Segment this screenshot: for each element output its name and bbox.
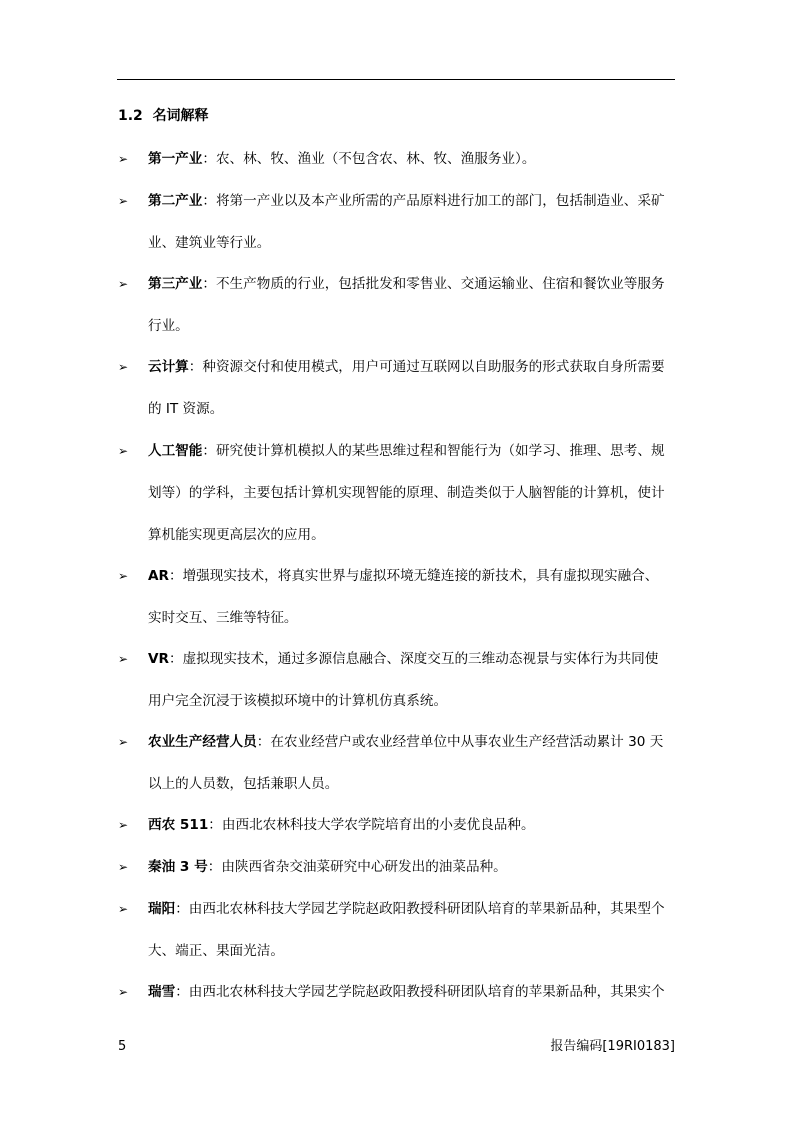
arrow-bullet-icon: ➢	[118, 735, 129, 749]
definition-text: 研究使计算机模拟人的某些思维过程和智能行为（如学习、推理、思考、规	[215, 443, 665, 459]
arrow-bullet-icon: ➢	[118, 360, 129, 374]
arrow-bullet-icon: ➢	[118, 818, 129, 832]
definition-continuation: 算机能实现更高层次的应用。	[148, 527, 325, 543]
term-separator: ：	[207, 859, 222, 875]
arrow-bullet-icon: ➢	[118, 152, 129, 166]
definition-term: 人工智能	[148, 443, 203, 459]
arrow-bullet-icon: ➢	[118, 277, 129, 291]
definition-line	[148, 440, 665, 462]
definition-line	[148, 814, 535, 836]
definition-text: 将第一产业以及本产业所需的产品原料进行加工的部门，包括制造业、采矿	[215, 193, 665, 209]
definition-term: 第二产业	[148, 193, 203, 209]
section-title: 名词解释	[152, 108, 209, 124]
term-separator: ：	[202, 193, 216, 209]
term-separator: ：	[188, 359, 203, 375]
definition-continuation: 的 IT 资源。	[148, 401, 224, 417]
definition-continuation: 大、端正、果面光洁。	[148, 943, 284, 959]
definition-term: 农业生产经营人员	[148, 734, 257, 750]
term-separator: ：	[202, 443, 216, 459]
definition-text: 在农业经营户或农业经营单位中从事农业生产经营活动累计 30 天	[270, 734, 664, 750]
arrow-bullet-icon: ➢	[118, 444, 129, 458]
definition-text: 由西北农林科技大学园艺学院赵政阳教授科研团队培育的苹果新品种，其果实个	[188, 984, 665, 1000]
arrow-bullet-icon: ➢	[118, 569, 129, 583]
definition-term: 第三产业	[148, 276, 203, 292]
term-separator: ：	[169, 651, 183, 667]
definition-line	[148, 148, 535, 170]
definition-line	[148, 356, 665, 378]
section-heading	[118, 105, 209, 127]
definition-term: 瑞雪	[148, 984, 176, 1000]
definition-continuation: 业、建筑业等行业。	[148, 235, 271, 251]
section-number: 1.2	[118, 108, 143, 124]
definition-term: 瑞阳	[148, 901, 176, 917]
definition-line	[148, 190, 665, 212]
arrow-bullet-icon: ➢	[118, 902, 129, 916]
definition-continuation: 用户完全沉浸于该模拟环境中的计算机仿真系统。	[148, 693, 448, 709]
term-separator: ：	[175, 984, 189, 1000]
definition-term: 秦油 3 号	[148, 859, 208, 875]
definition-text: 由西北农林科技大学园艺学院赵政阳教授科研团队培育的苹果新品种，其果型个	[188, 901, 665, 917]
definition-term: AR	[148, 568, 169, 584]
definition-term: VR	[148, 651, 169, 667]
arrow-bullet-icon: ➢	[118, 194, 129, 208]
definition-text: 虚拟现实技术，通过多源信息融合、深度交互的三维动态视景与实体行为共同使	[182, 651, 659, 667]
definition-line	[148, 648, 658, 670]
definition-term: 西农 511	[148, 817, 209, 833]
definition-continuation: 实时交互、三维等特征。	[148, 610, 298, 626]
definition-line	[148, 273, 665, 295]
definition-text: 种资源交付和使用模式，用户可通过互联网以自助服务的形式获取自身所需要	[202, 359, 665, 375]
term-separator: ：	[208, 817, 222, 833]
definition-line	[148, 731, 663, 753]
definition-line	[148, 981, 665, 1003]
definition-term: 第一产业	[148, 151, 203, 167]
definition-continuation: 行业。	[148, 318, 189, 334]
definition-text: 农、林、牧、渔业（不包含农、林、牧、渔服务业）。	[215, 151, 536, 167]
definition-continuation: 以上的人员数，包括兼职人员。	[148, 776, 339, 792]
definition-term: 云计算	[148, 359, 189, 375]
page-number: 5	[118, 1039, 127, 1054]
arrow-bullet-icon: ➢	[118, 652, 129, 666]
definition-line	[148, 565, 658, 587]
definition-continuation: 划等）的学科，主要包括计算机实现智能的原理、制造类似于人脑智能的计算机，使计	[148, 485, 665, 501]
term-separator: ：	[202, 151, 216, 167]
report-code: 报告编码[19RI0183]	[550, 1039, 675, 1054]
definition-text: 增强现实技术，将真实世界与虚拟环境无缝连接的新技术，具有虚拟现实融合、	[182, 568, 659, 584]
definition-line	[148, 898, 665, 920]
term-separator: ：	[175, 901, 189, 917]
term-separator: ：	[256, 734, 271, 750]
definition-line	[148, 856, 507, 878]
arrow-bullet-icon: ➢	[118, 985, 129, 999]
term-separator: ：	[169, 568, 183, 584]
definition-text: 由西北农林科技大学农学院培育出的小麦优良品种。	[221, 817, 535, 833]
term-separator: ：	[202, 276, 216, 292]
definition-text: 不生产物质的行业，包括批发和零售业、交通运输业、住宿和餐饮业等服务	[215, 276, 665, 292]
header-rule	[117, 79, 675, 80]
arrow-bullet-icon: ➢	[118, 860, 129, 874]
definition-text: 由陕西省杂交油菜研究中心研发出的油菜品种。	[221, 859, 507, 875]
